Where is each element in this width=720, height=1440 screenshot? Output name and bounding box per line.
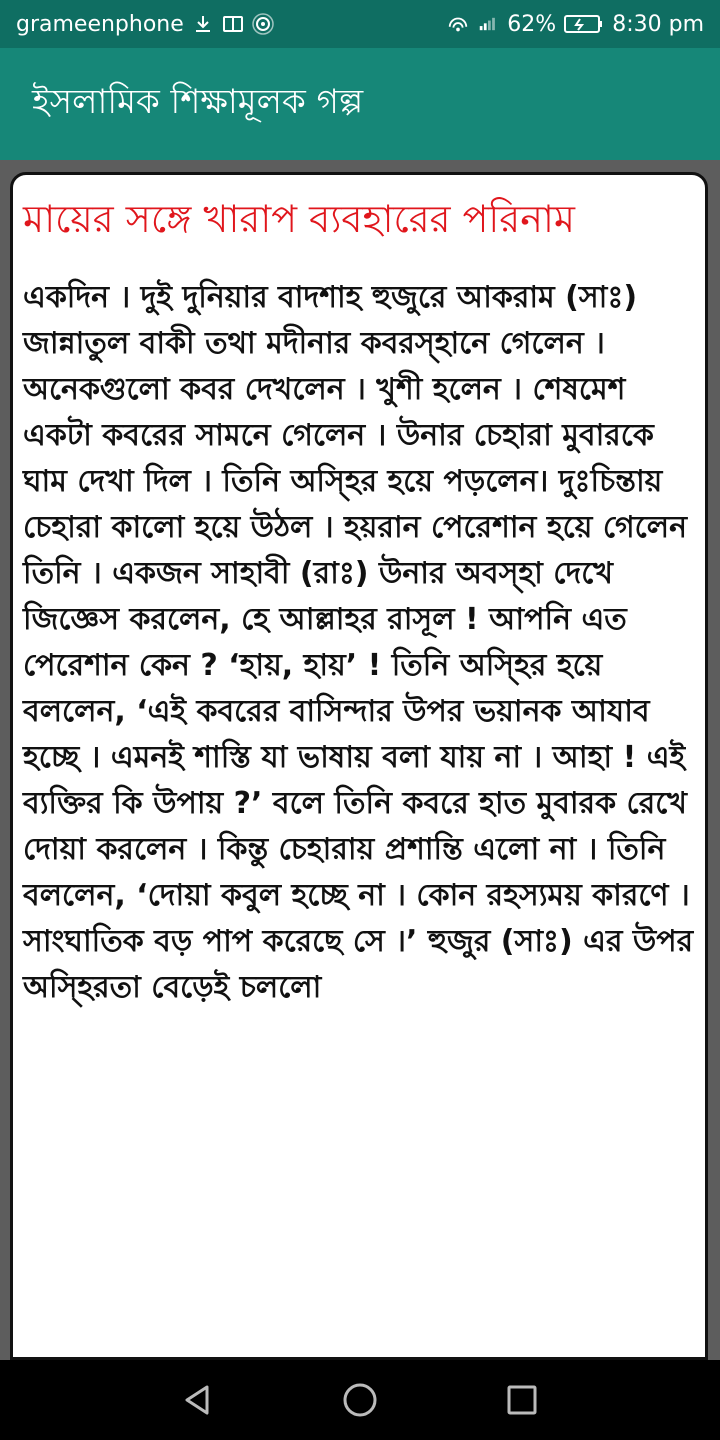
app-title: ইসলামিক শিক্ষামূলক গল্প: [32, 81, 364, 122]
status-right: [447, 12, 704, 37]
app-bar: [0, 48, 720, 160]
recents-icon: [506, 1384, 538, 1416]
back-button[interactable]: [176, 1378, 220, 1422]
download-icon: [192, 13, 214, 35]
recents-button[interactable]: [500, 1378, 544, 1422]
book-icon: [222, 13, 244, 35]
battery-icon: [564, 13, 604, 35]
home-button[interactable]: [338, 1378, 382, 1422]
carrier-name: grameenphone: [16, 11, 184, 37]
wifi-calling-icon: [447, 13, 469, 35]
clock: 8:30 pm: [612, 11, 704, 37]
battery-percent: 62%: [507, 11, 557, 37]
hotspot-icon: [252, 13, 274, 35]
story-body: একদিন । দুই দুনিয়ার বাদশাহ হুজুরে আকরাম (সাঃ) জান্নাতুল বাকী তথা মদীনার কবরস্হানে গেলেন । অনেকগুলো কবর দেখলেন । খুশী হলেন । শেষমেশ একটা কবরের সামনে গেলেন । উনার চেহারা মুবারকে ঘাম দেখা দিল । তিনি অস্হির হয়ে পড়লেন। দুঃচিন্তায় চেহারা কালো হয়ে উঠল । হয়রান পেরেশান হয়ে গেলেন তিনি । একজন সাহাবী (রাঃ) উনার অবস্হা দেখে জিজ্ঞেস করলেন, হে আল্লাহর রাসূল ! আপনি এত পেরেশান কেন ? ‘হায়, হায়’ ! তিনি অস্হির হয়ে বললেন, ‘এই কবরের বাসিন্দার উপর ভয়ানক আযাব হচ্ছে । এমনই শাস্তি যা ভাষায় বলা যায় না । আহা ! এই ব্যক্তির কি উপায় ?’ বলে তিনি কবরে হাত মুবারক রেখে দোয়া করলেন । কিন্তু চেহারায় প্রশান্তি এলো না । তিনি বললেন, ‘দোয়া কবুল হচ্ছে না । কোন রহস্যময় কারণে । সাংঘাতিক বড় পাপ করেছে সে ।’ হুজুর (সাঃ) এর উপর অস্হিরতা বেড়েই চললো: [23, 280, 694, 1005]
status-bar: [0, 0, 720, 48]
home-icon: [342, 1382, 378, 1418]
story-card[interactable]: [10, 172, 708, 1360]
signal-icon: [477, 13, 499, 35]
story-title: মায়ের সঙ্গে খারাপ ব্যবহারের পরিনাম: [23, 197, 576, 241]
back-icon: [181, 1383, 215, 1417]
navigation-bar: [0, 1360, 720, 1440]
status-left: [16, 12, 274, 37]
